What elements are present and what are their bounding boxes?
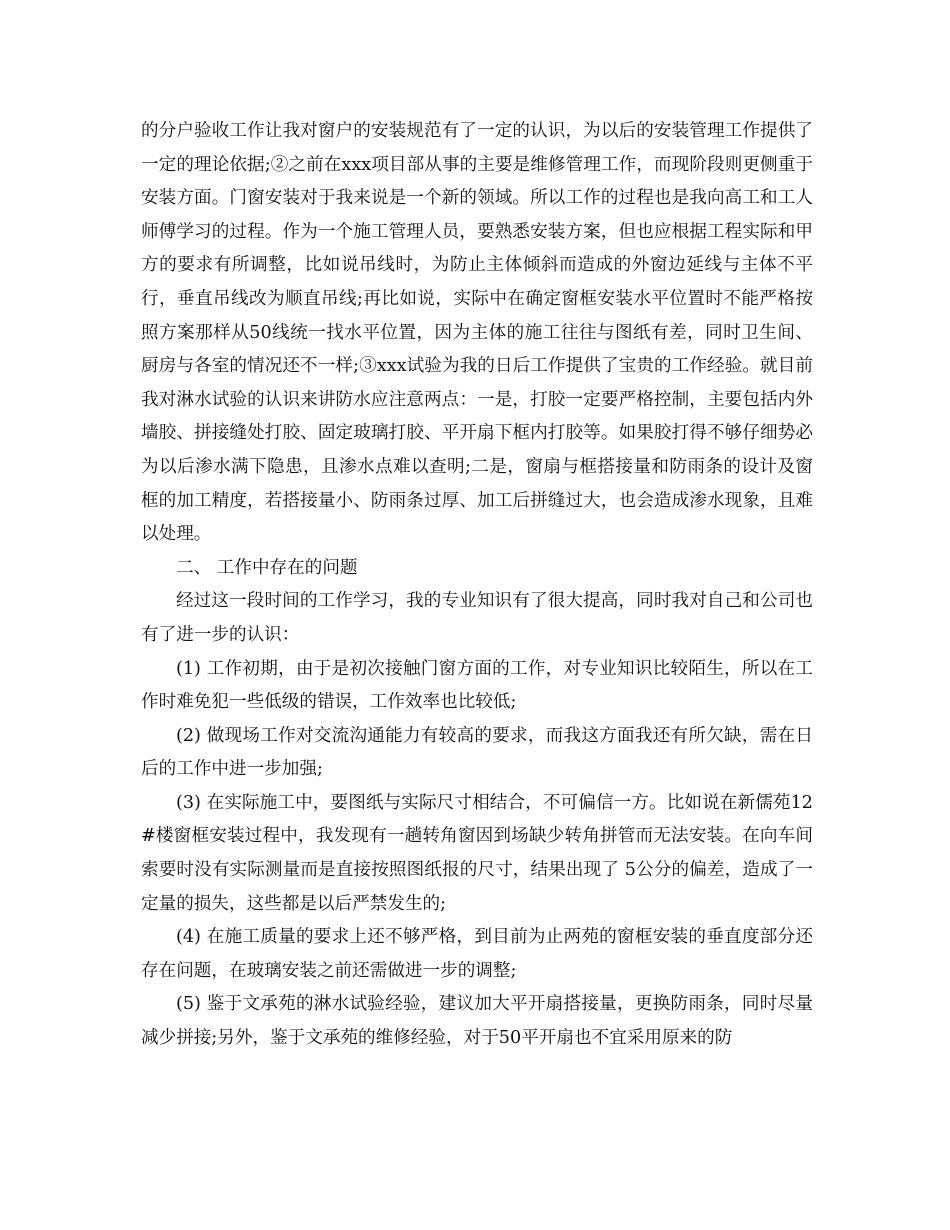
list-item-problem-1: (1) 工作初期，由于是初次接触门窗方面的工作，对专业知识比较陌生，所以在工作时难免犯一些低级的错误，工作效率也比较低; xyxy=(141,658,813,713)
list-item-problem-4: (4) 在施工质量的要求上还不够严格，到目前为止两苑的窗框安装的垂直度部分还存在问题，在玻璃安装之前还需做进一步的调整; xyxy=(141,927,813,981)
list-item-problem-2: (2) 做现场工作对交流沟通能力有较高的要求，而我这方面我还有所欠缺，需在日后的工作中进一步加强; xyxy=(141,725,813,780)
document-body xyxy=(141,115,813,1056)
list-item-problem-3: (3) 在实际施工中，要图纸与实际尺寸相结合，不可偏信一方。比如说在新儒苑12#楼窗框安装过程中，我发现有一趟转角窗因到场缺少转角拼管而无法安装。在向车间索要时没有实际测量而是直接按照图纸报的尺寸，结果出现了 5公分的偏差，造成了一定量的损失，这些都是以后严禁发生的; xyxy=(141,792,813,914)
paragraph-intro-problems: 经过这一段时间的工作学习，我的专业知识有了很大提高，同时我对自己和公司也有了进一步的认识： xyxy=(141,591,813,645)
paragraph-continued-installation-experience: 的分户验收工作让我对窗户的安装规范有了一定的认识，为以后的安装管理工作提供了一定的理论依据;②之前在xxx项目部从事的主要是维修管理工作，而现阶段则更侧重于安装方面。门窗安装对于我来说是一个新的领域。所以工作的过程也是我向高工和工人师傅学习的过程。作为一个施工管理人员，要熟悉安装方案，但也应根据工程实际和甲方的要求有所调整，比如说吊线时，为防止主体倾斜而造成的外窗边延线与主体不平行，垂直吊线改为顺直吊线;再比如说，实际中在确定窗框安装水平位置时不能严格按照方案那样从50线统一找水平位置，因为主体的施工往往与图纸有差，同时卫生间、厨房与各室的情况还不一样;③xxx试验为我的日后工作提供了宝贵的工作经验。就目前我对淋水试验的认识来讲防水应注意两点：一是，打胶一定要严格控制，主要包括内外墙胶、拼接缝处打胶、固定玻璃打胶、平开扇下框内打胶等。如果胶打得不够仔细势必为以后渗水满下隐患，且渗水点难以查明;二是，窗扇与框搭接量和防雨条的设计及窗框的加工精度，若搭接量小、防雨条过厚、加工后拼缝过大，也会造成渗水现象，且难以处理。 xyxy=(141,121,813,545)
list-item-problem-5: (5) 鉴于文承苑的淋水试验经验，建议加大平开扇搭接量，更换防雨条，同时尽量减少拼接;另外，鉴于文承苑的维修经验，对于50平开扇也不宜采用原来的防 xyxy=(141,994,813,1049)
section-heading-problems: 二、 工作中存在的问题 xyxy=(176,557,358,578)
